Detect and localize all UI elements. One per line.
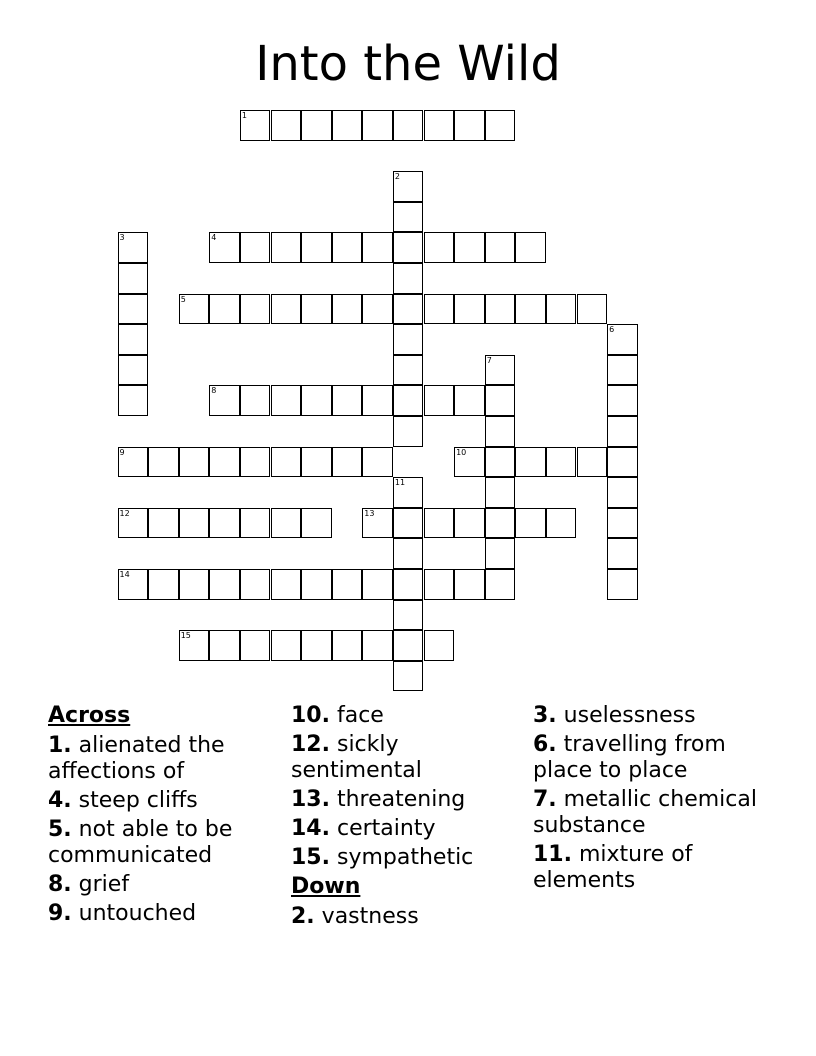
grid-cell[interactable]: [485, 569, 516, 600]
down-clue-7: 7. metallic chemical substance: [533, 787, 757, 838]
grid-cell[interactable]: [362, 447, 393, 478]
grid-cell[interactable]: [485, 385, 516, 416]
cell-number: 7: [486, 355, 492, 365]
grid-cell[interactable]: [393, 294, 424, 325]
grid-cell[interactable]: [209, 569, 240, 600]
cell-number: 5: [180, 294, 186, 304]
grid-cell[interactable]: [393, 232, 424, 263]
grid-cell[interactable]: [240, 294, 271, 325]
cell-number: 4: [211, 233, 217, 243]
grid-cell[interactable]: [118, 294, 149, 325]
cell-number: 12: [119, 508, 130, 518]
grid-cell[interactable]: [118, 508, 149, 539]
across-clue-15: 15. sympathetic: [291, 845, 474, 870]
across-clue-8: 8. grief: [48, 872, 130, 897]
grid-cell[interactable]: [393, 416, 424, 447]
grid-cell[interactable]: [271, 508, 302, 539]
grid-cell[interactable]: [118, 385, 149, 416]
grid-cell[interactable]: [607, 385, 638, 416]
grid-cell[interactable]: [393, 569, 424, 600]
grid-cell[interactable]: [179, 447, 210, 478]
grid-cell[interactable]: [607, 477, 638, 508]
down-clue-3: 3. uselessness: [533, 703, 696, 728]
grid-cell[interactable]: [454, 569, 485, 600]
cell-number: 1: [241, 111, 247, 120]
grid-cell[interactable]: [485, 447, 516, 478]
grid-cell[interactable]: [362, 232, 393, 263]
grid-cell[interactable]: [240, 385, 271, 416]
grid-cell[interactable]: [271, 232, 302, 263]
grid-cell[interactable]: [607, 538, 638, 569]
across-clue-12: 12. sickly sentimental: [291, 732, 422, 783]
cell-number: 10: [456, 447, 467, 457]
grid-cell[interactable]: [454, 294, 485, 325]
across-clue-10: 10. face: [291, 703, 384, 728]
grid-cell[interactable]: [118, 324, 149, 355]
grid-cell[interactable]: [424, 508, 455, 539]
clues-column-2: [291, 703, 531, 933]
grid-cell[interactable]: [362, 569, 393, 600]
grid-cell[interactable]: [362, 294, 393, 325]
grid-cell[interactable]: [301, 385, 332, 416]
grid-cell[interactable]: [454, 508, 485, 539]
grid-cell[interactable]: [271, 385, 302, 416]
grid-cell[interactable]: [240, 569, 271, 600]
grid-cell[interactable]: [209, 630, 240, 661]
grid-cell[interactable]: [332, 232, 363, 263]
across-clue-4: 4. steep cliffs: [48, 788, 198, 813]
grid-cell[interactable]: [393, 355, 424, 386]
grid-cell[interactable]: [393, 110, 424, 141]
across-clue-9: 9. untouched: [48, 901, 197, 926]
grid-cell[interactable]: [607, 416, 638, 447]
grid-cell[interactable]: [424, 569, 455, 600]
grid-cell[interactable]: [607, 355, 638, 386]
grid-cell[interactable]: [332, 385, 363, 416]
down-heading: Down: [291, 874, 361, 899]
grid-cell[interactable]: [515, 232, 546, 263]
grid-cell[interactable]: [332, 447, 363, 478]
grid-cell[interactable]: [240, 232, 271, 263]
grid-cell[interactable]: [362, 385, 393, 416]
grid-cell[interactable]: [209, 447, 240, 478]
grid-cell[interactable]: [607, 508, 638, 539]
grid-cell[interactable]: [362, 508, 393, 539]
grid-cell[interactable]: [301, 110, 332, 141]
grid-cell[interactable]: [240, 447, 271, 478]
grid-cell[interactable]: [393, 600, 424, 631]
grid-cell[interactable]: [118, 263, 149, 294]
grid-cell[interactable]: [546, 294, 577, 325]
grid-cell[interactable]: [240, 508, 271, 539]
grid-cell[interactable]: [118, 355, 149, 386]
grid-cell[interactable]: [301, 232, 332, 263]
down-clue-2: 2. vastness: [291, 904, 419, 929]
grid-cell[interactable]: [424, 232, 455, 263]
grid-cell[interactable]: [240, 630, 271, 661]
cell-number: 6: [609, 325, 615, 335]
clues-column-3: [533, 703, 773, 897]
across-clue-13: 13. threatening: [291, 787, 466, 812]
grid-cell[interactable]: [271, 110, 302, 141]
grid-cell[interactable]: [485, 477, 516, 508]
grid-cell[interactable]: [485, 538, 516, 569]
cell-number: 2: [394, 172, 400, 182]
grid-cell[interactable]: [209, 294, 240, 325]
down-clue-6: 6. travelling from place to place: [533, 732, 726, 783]
grid-cell[interactable]: [332, 630, 363, 661]
grid-cell[interactable]: [332, 110, 363, 141]
grid-cell[interactable]: [607, 447, 638, 478]
across-heading: Across: [48, 703, 131, 728]
grid-cell[interactable]: [209, 508, 240, 539]
grid-cell[interactable]: [424, 110, 455, 141]
grid-cell[interactable]: [393, 477, 424, 508]
across-clue-1: 1. alienated the affections of: [48, 733, 225, 784]
cell-number: 15: [180, 631, 191, 641]
grid-cell[interactable]: [332, 569, 363, 600]
down-clue-11: 11. mixture of elements: [533, 842, 693, 893]
grid-cell[interactable]: [240, 110, 271, 141]
grid-cell[interactable]: [271, 294, 302, 325]
grid-cell[interactable]: [179, 630, 210, 661]
grid-cell[interactable]: [148, 447, 179, 478]
grid-cell[interactable]: [209, 232, 240, 263]
grid-cell[interactable]: [271, 569, 302, 600]
grid-cell[interactable]: [485, 294, 516, 325]
grid-cell[interactable]: [301, 294, 332, 325]
grid-cell[interactable]: [485, 355, 516, 386]
grid-cell[interactable]: [546, 508, 577, 539]
grid-cell[interactable]: [485, 232, 516, 263]
grid-cell[interactable]: [301, 508, 332, 539]
across-clue-5: 5. not able to be communicated: [48, 817, 233, 868]
grid-cell[interactable]: [362, 110, 393, 141]
grid-cell[interactable]: [179, 508, 210, 539]
grid-cell[interactable]: [118, 232, 149, 263]
grid-cell[interactable]: [362, 630, 393, 661]
grid-cell[interactable]: [515, 447, 546, 478]
grid-cell[interactable]: [301, 569, 332, 600]
grid-cell[interactable]: [301, 630, 332, 661]
grid-cell[interactable]: [546, 447, 577, 478]
grid-cell[interactable]: [179, 294, 210, 325]
cell-number: 8: [211, 386, 217, 396]
grid-cell[interactable]: [485, 416, 516, 447]
grid-cell[interactable]: [393, 324, 424, 355]
grid-cell[interactable]: [393, 661, 424, 692]
page-title: Into the Wild: [255, 36, 561, 92]
grid-cell[interactable]: [148, 508, 179, 539]
grid-cell[interactable]: [271, 630, 302, 661]
grid-cell[interactable]: [515, 294, 546, 325]
grid-cell[interactable]: [393, 263, 424, 294]
grid-cell[interactable]: [393, 171, 424, 202]
grid-cell[interactable]: [607, 324, 638, 355]
cell-number: 14: [119, 570, 130, 579]
grid-cell[interactable]: [454, 447, 485, 478]
grid-cell[interactable]: [301, 447, 332, 478]
grid-cell[interactable]: [179, 569, 210, 600]
cell-number: 13: [364, 508, 375, 518]
grid-cell[interactable]: [454, 232, 485, 263]
grid-cell[interactable]: [577, 447, 608, 478]
grid-cell[interactable]: [485, 508, 516, 539]
grid-cell[interactable]: [607, 569, 638, 600]
grid-cell[interactable]: [209, 385, 240, 416]
grid-cell[interactable]: [118, 447, 149, 478]
grid-cell[interactable]: [485, 110, 516, 141]
grid-cell[interactable]: [393, 630, 424, 661]
across-clue-14: 14. certainty: [291, 816, 436, 841]
grid-cell[interactable]: [393, 385, 424, 416]
grid-cell[interactable]: [332, 294, 363, 325]
grid-cell[interactable]: [393, 508, 424, 539]
grid-cell[interactable]: [577, 294, 608, 325]
grid-cell[interactable]: [424, 630, 455, 661]
grid-cell[interactable]: [118, 569, 149, 600]
grid-cell[interactable]: [424, 385, 455, 416]
grid-cell[interactable]: [393, 202, 424, 233]
grid-cell[interactable]: [454, 385, 485, 416]
grid-cell[interactable]: [148, 569, 179, 600]
cell-number: 11: [394, 478, 406, 488]
grid-cell[interactable]: [271, 447, 302, 478]
grid-cell[interactable]: [393, 538, 424, 569]
cell-number: 9: [119, 447, 125, 457]
grid-cell[interactable]: [424, 294, 455, 325]
clues-column-1: [48, 703, 280, 930]
grid-cell[interactable]: [454, 110, 485, 141]
cell-number: 3: [119, 233, 125, 243]
grid-cell[interactable]: [515, 508, 546, 539]
